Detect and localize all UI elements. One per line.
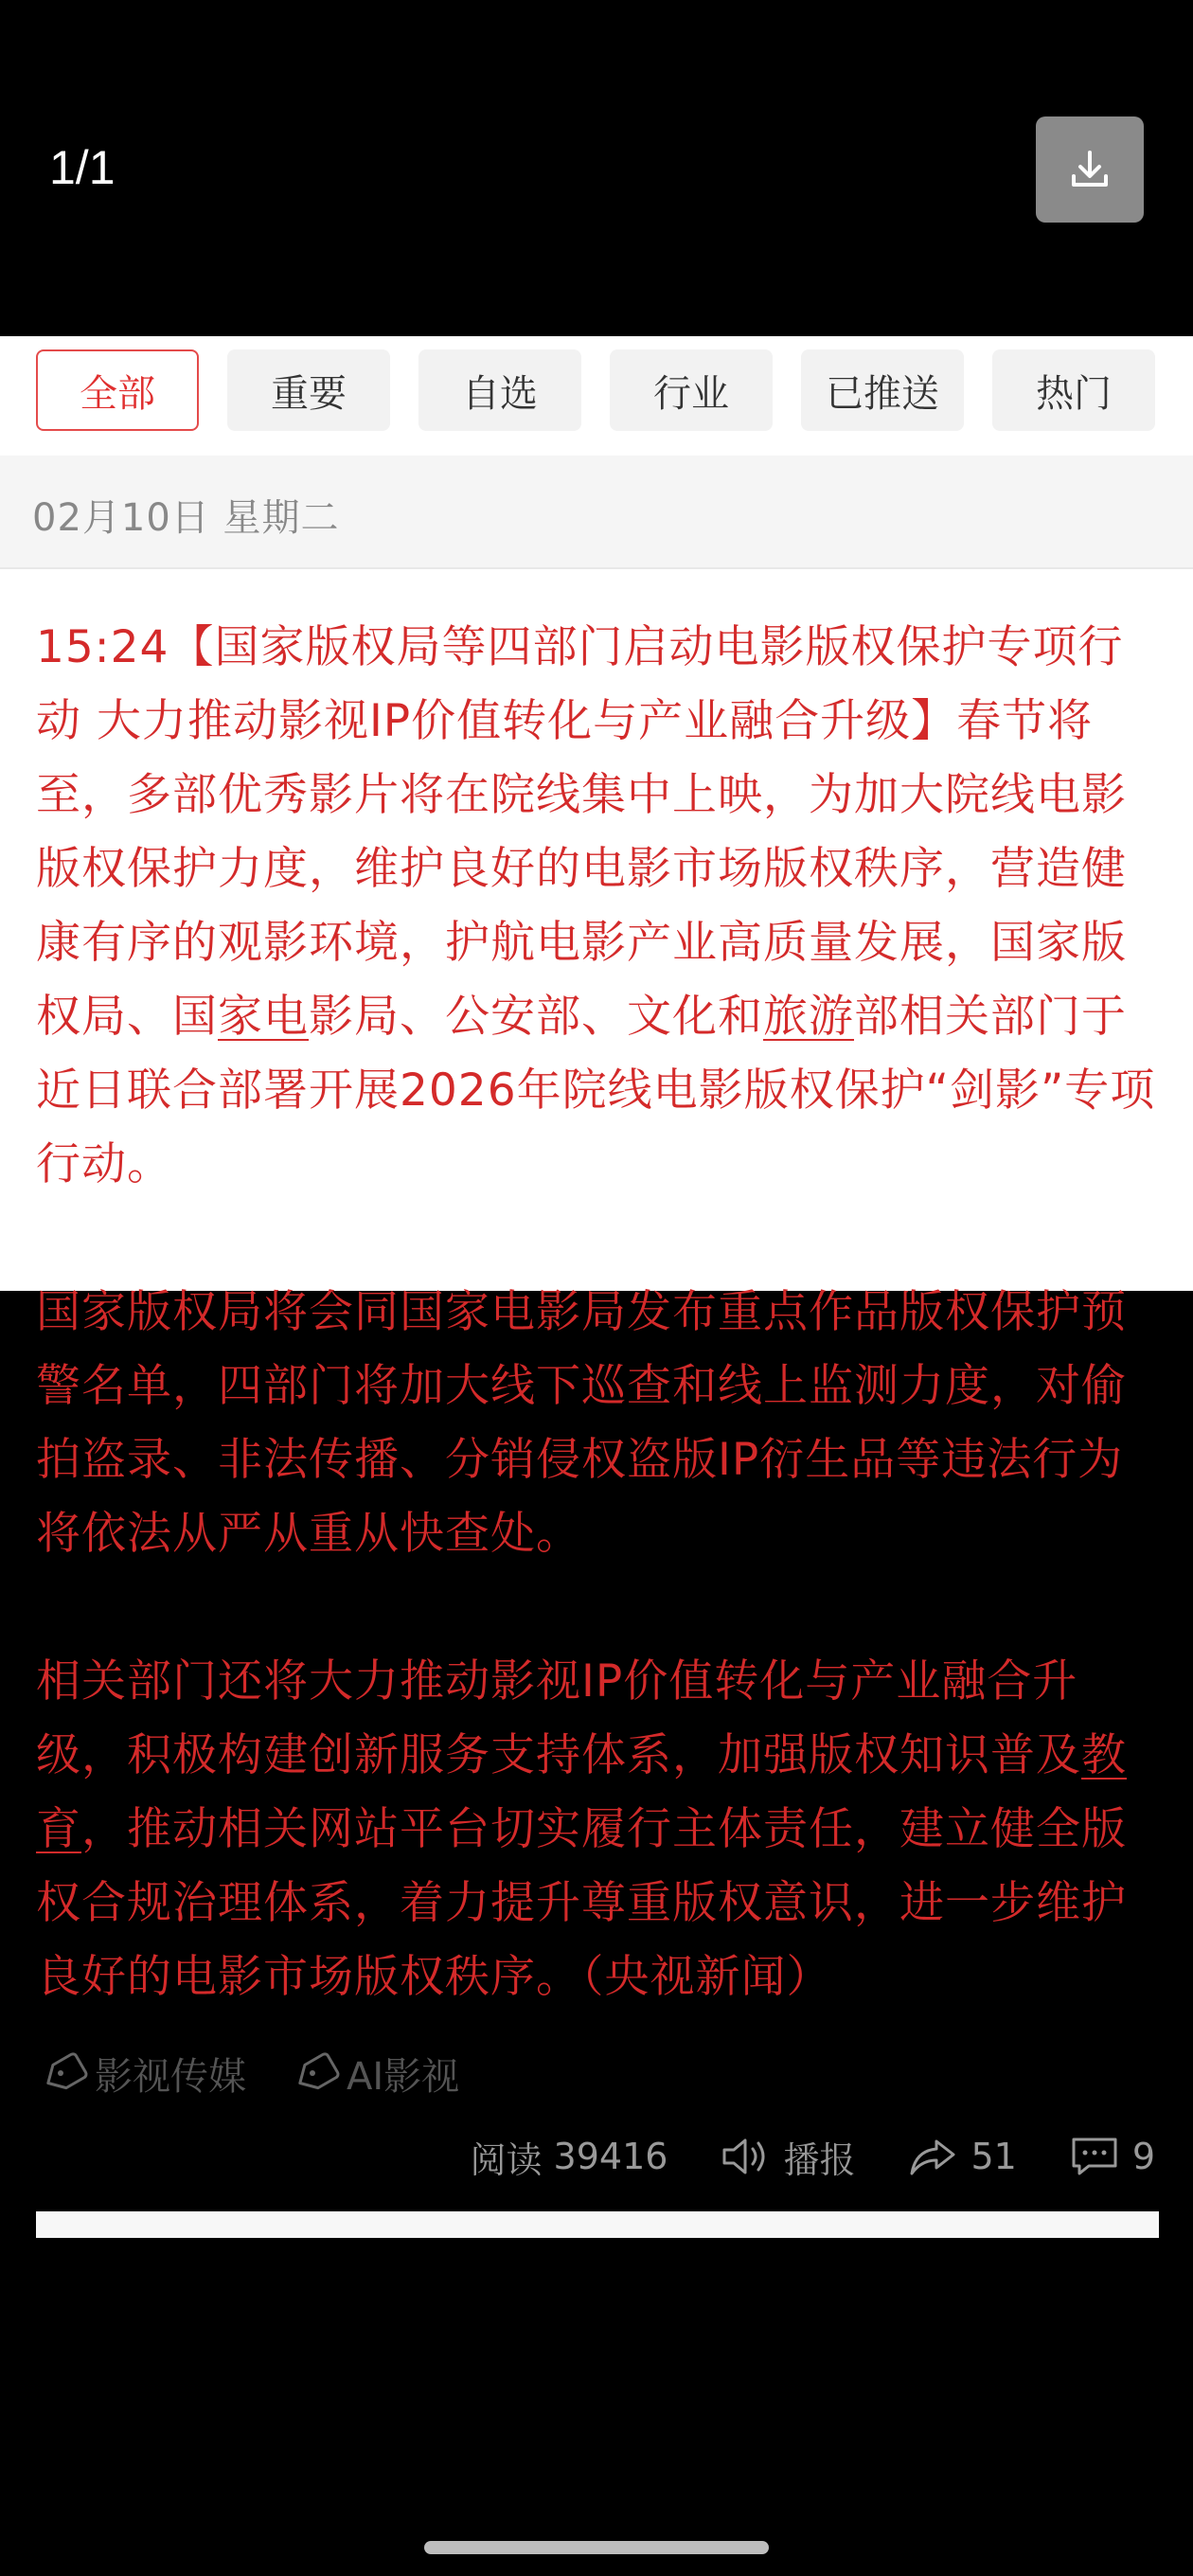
tag-item[interactable]: [294, 2047, 459, 2101]
read-label: 阅读: [470, 2138, 543, 2181]
article-title: 【国家版权局等四部门启动电影版权保护专项行动 大力推动影视IP价值转化与产业融合升级】: [36, 621, 1124, 747]
home-indicator[interactable]: [424, 2541, 769, 2554]
filter-tabs: [36, 349, 1157, 435]
tab-pushed[interactable]: 已推送: [801, 349, 964, 431]
download-button[interactable]: [1036, 116, 1144, 223]
tag-icon: [42, 2052, 89, 2094]
tab-hot[interactable]: 热门: [992, 349, 1155, 431]
tag-item[interactable]: [42, 2047, 246, 2101]
divider: [36, 2211, 1159, 2238]
article-time: 15:24: [36, 621, 169, 673]
news-article: [36, 611, 1159, 2014]
article-paragraph-3: [36, 1645, 1159, 2014]
tab-industry[interactable]: 行业: [610, 349, 773, 431]
speaker-icon: [719, 2134, 772, 2179]
tag-label: AI影视: [347, 2054, 460, 2099]
share-icon: [906, 2134, 959, 2179]
comment-icon: [1068, 2134, 1121, 2179]
keyword-link[interactable]: 教育: [36, 1729, 1127, 1855]
keyword-link[interactable]: 家电: [218, 991, 309, 1043]
date-text: 02月10日 星期二: [32, 496, 340, 540]
tab-watchlist[interactable]: 自选: [418, 349, 581, 431]
article-text: 相关部门还将大力推动影视IP价值转化与产业融合升级，积极构建创新服务支持体系，加强版权知识普及: [36, 1655, 1081, 1781]
news-screenshot: [0, 336, 1193, 2181]
tag-list: [42, 2045, 507, 2102]
article-stats: [419, 2128, 1155, 2185]
article-text: ，推动相关网站平台切实履行主体责任，建立健全版权合规治理体系，着力提升尊重版权意识，进一步维护良好的电影市场版权秩序。（央视新闻）: [36, 1803, 1127, 2003]
article-text: 影局、公安部、文化和: [309, 991, 763, 1043]
article-text: 春节将至，多部优秀影片将在院线集中上映，为加大院线电影版权保护力度，维护良好的电影市场版权秩序，营造健康有序的观影环境，护航电影产业高质量发展，国家版权局、国: [36, 695, 1127, 1043]
broadcast-label: 播报: [783, 2138, 856, 2181]
date-bar: [0, 456, 1193, 569]
article-text: 部相关部门于近日联合部署开展2026年院线电影版权保护“剑影”专项行动。: [36, 991, 1156, 1190]
comment-button[interactable]: [1068, 2134, 1155, 2179]
share-count: 51: [970, 2136, 1017, 2177]
article-paragraph-1: [36, 611, 1159, 1202]
tag-label: 影视传媒: [95, 2054, 246, 2099]
read-count-value: 39416: [553, 2136, 668, 2177]
download-icon: [1065, 145, 1114, 194]
read-count: [471, 2131, 668, 2183]
article-paragraph-2: 国家版权局将会同国家电影局发布重点作品版权保护预警名单，四部门将加大线下巡查和线上监测力度，对偷拍盗录、非法传播、分销侵权盗版IP衍生品等违法行为将依法从严从重从快查处。: [36, 1286, 1127, 1560]
tab-all[interactable]: 全部: [36, 349, 199, 431]
comment-count: 9: [1131, 2136, 1155, 2177]
page-counter: 1/1: [49, 141, 116, 194]
keyword-link[interactable]: 旅游: [763, 991, 854, 1043]
broadcast-button[interactable]: [719, 2131, 855, 2183]
share-button[interactable]: [906, 2134, 1016, 2179]
tab-important[interactable]: 重要: [227, 349, 390, 431]
tag-icon: [294, 2052, 341, 2094]
